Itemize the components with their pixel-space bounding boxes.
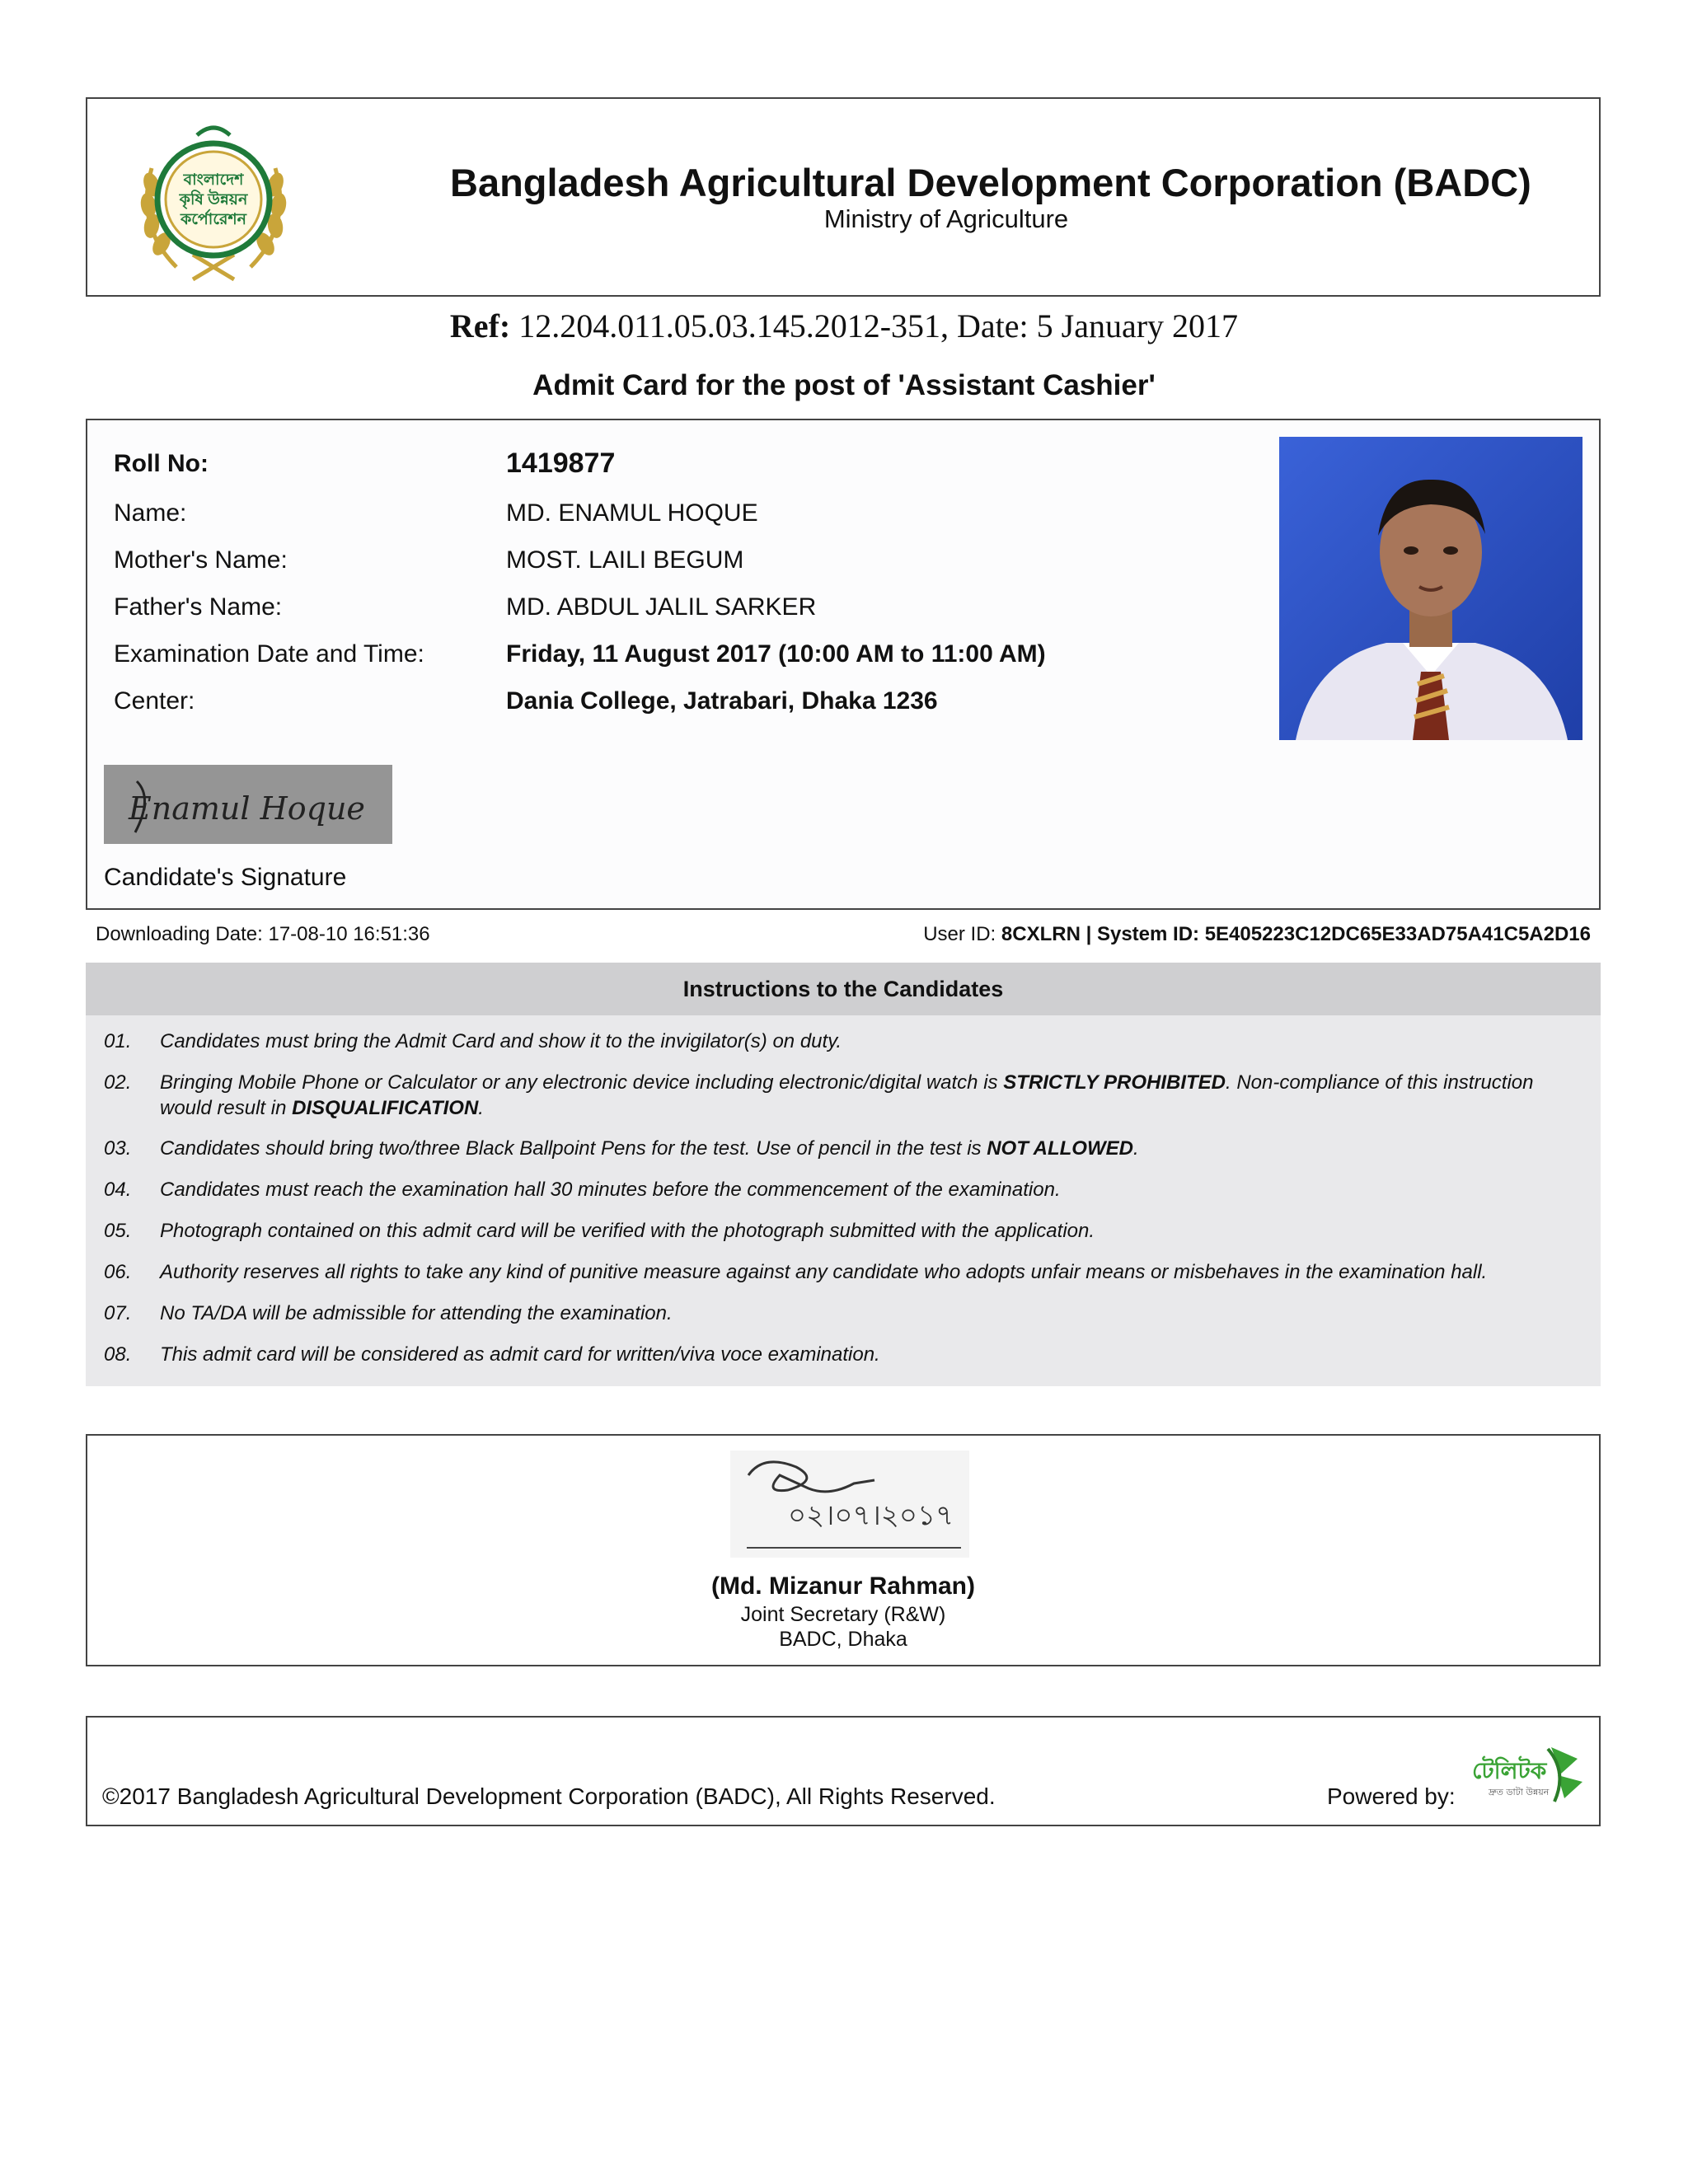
candidate-photo: [1279, 437, 1582, 740]
instruction-segment: Bringing Mobile Phone or Calculator or any electronic device including electronic/digital watch is: [160, 1071, 1004, 1094]
instruction-number: 05.: [104, 1220, 132, 1242]
instruction-item: [104, 1342, 1568, 1367]
svg-text:টেলিটক: টেলিটক: [1472, 1757, 1547, 1784]
instruction-number: 08.: [104, 1343, 132, 1366]
svg-text:বাংলাদেশ: বাংলাদেশ: [183, 171, 244, 189]
header-box: [86, 97, 1601, 297]
org-title: Bangladesh Agricultural Development Corporation (BADC): [450, 161, 1531, 204]
user-id-label: User ID:: [923, 923, 996, 945]
svg-text:দ্রুত ডাটা উন্নয়ন: দ্রুত ডাটা উন্নয়ন: [1489, 1787, 1550, 1797]
instruction-segment: Photograph contained on this admit card will be verified with the photograph submitted with the application.: [160, 1220, 1095, 1242]
svg-text:০২।০৭।২০১৭: ০২।০৭।২০১৭: [788, 1499, 954, 1532]
center-label: Center:: [114, 687, 195, 715]
copyright-text: ©2017 Bangladesh Agricultural Development Corporation (BADC), All Rights Reserved.: [102, 1783, 996, 1809]
instruction-segment: .: [1132, 1137, 1139, 1160]
instruction-segment: .: [478, 1097, 484, 1119]
instruction-segment: Candidates must bring the Admit Card and show it to the invigilator(s) on duty.: [160, 1030, 842, 1052]
reference-line: [0, 307, 1688, 345]
svg-text:কৃষি উন্নয়ন: কৃষি উন্নয়ন: [179, 191, 248, 209]
instruction-item: [104, 1218, 1568, 1244]
download-label: Downloading Date:: [96, 923, 263, 945]
instruction-number: 04.: [104, 1179, 132, 1201]
authority-title: Joint Secretary (R&W): [740, 1603, 946, 1626]
instruction-segment: Candidates must reach the examination hall 30 minutes before the commencement of the examination.: [160, 1179, 1061, 1201]
mother-value: MOST. LAILI BEGUM: [506, 546, 744, 574]
instruction-segment: Authority reserves all rights to take any kind of punitive measure against any candidate who adopts unfair means or misbehaves in the examination hall.: [160, 1261, 1488, 1283]
instruction-item: [104, 1301, 1568, 1326]
instruction-segment: . Non-compliance of this instruction would result in: [160, 1071, 1534, 1119]
instruction-segment: This admit card will be considered as admit card for written/viva voce examination.: [160, 1343, 880, 1366]
exam-value: Friday, 11 August 2017 (10:00 AM to 11:00 AM): [506, 640, 1046, 668]
instruction-number: 01.: [104, 1030, 132, 1052]
instruction-text: [160, 1136, 1568, 1161]
user-system-id: User ID: 8CXLRN | System ID: 5E405223C12DC65E33AD75A41C5A2D16: [923, 923, 1591, 945]
instruction-segment: No TA/DA will be admissible for attending the examination.: [160, 1302, 673, 1324]
user-id-value: 8CXLRN: [1001, 923, 1081, 945]
instruction-text: [160, 1259, 1568, 1285]
instruction-item: [104, 1070, 1568, 1121]
instruction-segment: Candidates should bring two/three Black Ballpoint Pens for the test. Use of pencil in the test is: [160, 1137, 987, 1160]
father-label: Father's Name:: [114, 593, 283, 621]
instruction-text: [160, 1342, 1568, 1367]
instruction-item: [104, 1259, 1568, 1285]
footer-box: [86, 1716, 1601, 1826]
download-value: 17-08-10 16:51:36: [268, 923, 430, 945]
powered-by-label: Powered by:: [1327, 1783, 1456, 1809]
name-value: MD. ENAMUL HOQUE: [506, 499, 758, 527]
svg-text:Enamul Hoque: Enamul Hoque: [129, 790, 365, 827]
authority-signature-image: [730, 1451, 969, 1558]
instruction-emphasis: STRICTLY PROHIBITED: [1003, 1071, 1226, 1094]
instruction-number: 06.: [104, 1261, 132, 1283]
roll-label: Roll No:: [114, 450, 209, 477]
system-id-value: 5E405223C12DC65E33AD75A41C5A2D16: [1204, 923, 1591, 945]
authority-name: (Md. Mizanur Rahman): [711, 1572, 975, 1600]
instruction-number: 03.: [104, 1137, 132, 1160]
roll-value: 1419877: [506, 448, 616, 479]
center-value: Dania College, Jatrabari, Dhaka 1236: [506, 687, 938, 715]
candidate-details-box: [86, 419, 1601, 910]
instructions-panel: [86, 963, 1601, 1386]
instruction-number: 02.: [104, 1071, 132, 1094]
candidate-signature-image: [104, 765, 392, 844]
instruction-text: [160, 1029, 1568, 1054]
download-date: [96, 923, 430, 946]
name-label: Name:: [114, 499, 187, 527]
instruction-item: [104, 1136, 1568, 1161]
ref-label: Ref:: [449, 307, 511, 344]
instruction-number: 07.: [104, 1302, 132, 1324]
instruction-emphasis: NOT ALLOWED: [987, 1137, 1133, 1160]
svg-text:কর্পোরেশন: কর্পোরেশন: [180, 211, 247, 228]
candidate-signature-label: Candidate's Signature: [104, 864, 347, 891]
exam-label: Examination Date and Time:: [114, 640, 424, 668]
authority-box: [86, 1434, 1601, 1666]
instruction-emphasis: DISQUALIFICATION: [292, 1097, 479, 1119]
admit-card-title: Admit Card for the post of 'Assistant Cashier': [532, 369, 1156, 401]
instruction-text: [160, 1301, 1568, 1326]
ref-value: 12.204.011.05.03.145.2012-351, Date: 5 January 2017: [518, 307, 1239, 344]
authority-org: BADC, Dhaka: [779, 1628, 907, 1651]
instruction-text: [160, 1218, 1568, 1244]
instruction-text: [160, 1177, 1568, 1202]
mother-label: Mother's Name:: [114, 546, 288, 574]
teletalk-logo-icon: [1469, 1741, 1584, 1807]
instruction-item: [104, 1177, 1568, 1202]
system-id-label: System ID:: [1096, 923, 1200, 945]
ministry-subtitle: Ministry of Agriculture: [823, 204, 1069, 233]
instruction-item: [104, 1029, 1568, 1054]
instructions-title: Instructions to the Candidates: [86, 963, 1601, 1015]
instruction-text: [160, 1070, 1568, 1121]
father-value: MD. ABDUL JALIL SARKER: [506, 593, 817, 621]
